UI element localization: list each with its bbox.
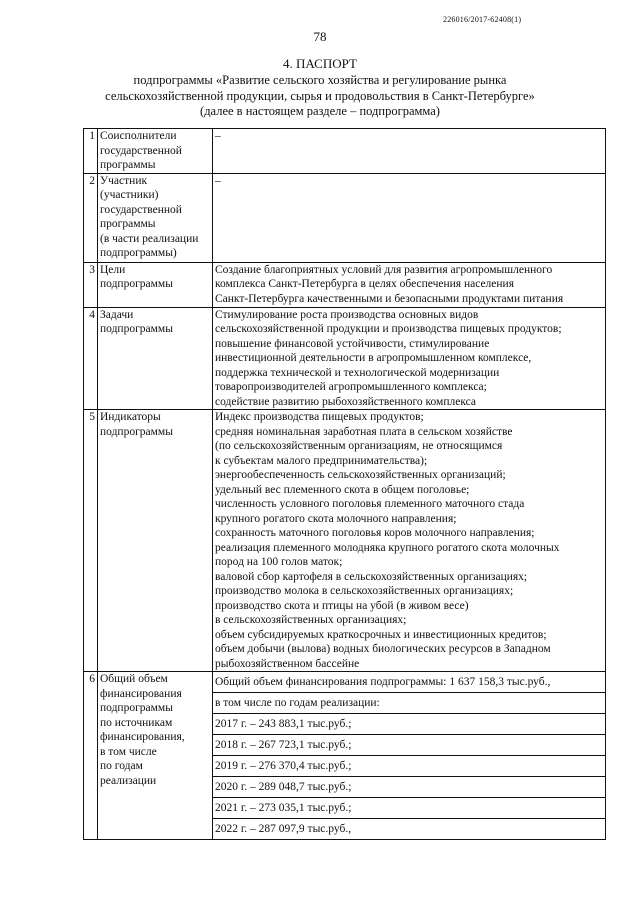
row-content xyxy=(213,262,606,307)
content-line: сельскохозяйственной продукции и производства пищевых продуктов; xyxy=(215,323,562,335)
section-title: 4. ПАСПОРТ xyxy=(283,56,357,71)
content-line: энергообеспеченность сельскохозяйственных организаций; xyxy=(215,469,506,481)
content-line: крупного рогатого скота молочного направления; xyxy=(215,512,457,525)
name-line: в том числе xyxy=(100,745,157,758)
subtitle-line: подпрограммы «Развитие сельского хозяйства и регулирование рынка xyxy=(133,73,507,87)
name-line: (участники) xyxy=(100,189,159,201)
content-line: численность условного поголовья племенного маточного стада xyxy=(215,498,525,510)
financing-year-2019: 2019 г. – 276 370,4 тыс.руб.; xyxy=(212,756,605,777)
content-line: валовой сбор картофеля в сельскохозяйственных организациях; xyxy=(215,570,528,583)
row-name xyxy=(98,307,213,410)
content-line: средняя номинальная заработная плата в сельском хозяйстве xyxy=(215,425,513,438)
content-line: объем субсидируемых краткосрочных и инвестиционных кредитов; xyxy=(215,628,547,641)
row-name xyxy=(98,262,213,307)
content-line: к субъектам малого предпринимательства); xyxy=(215,454,428,467)
financing-year-2021: 2021 г. – 273 035,1 тыс.руб.; xyxy=(212,798,605,819)
name-line: Цели xyxy=(100,263,126,276)
name-line: Участник xyxy=(100,174,148,187)
row-number: 1 xyxy=(84,129,98,174)
section-subtitle xyxy=(70,73,570,120)
name-line: подпрограммы xyxy=(100,425,173,438)
content-line: в сельскохозяйственных организациях; xyxy=(215,614,407,626)
row-name xyxy=(98,173,213,262)
financing-by-year-label: в том числе по годам реализации: xyxy=(212,693,605,714)
name-line: государственной xyxy=(100,144,182,157)
row-content xyxy=(213,173,606,262)
row-content xyxy=(213,129,606,174)
content-line: Стимулирование роста производства основных видов xyxy=(215,308,479,321)
row-number: 6 xyxy=(84,672,98,840)
name-line: Общий объем xyxy=(100,673,168,685)
content-line: (по сельскохозяйственным организациям, не относящимся xyxy=(215,440,503,452)
financing-year-2017: 2017 г. – 243 883,1 тыс.руб.; xyxy=(212,714,605,735)
content-line: пород на 100 голов маток; xyxy=(215,556,343,568)
name-line: Соисполнители xyxy=(100,130,177,142)
row-number: 5 xyxy=(84,410,98,672)
row-name xyxy=(98,129,213,174)
name-line: реализации xyxy=(100,774,157,787)
financing-list xyxy=(215,672,603,839)
passport-table xyxy=(83,128,606,840)
content-line: – xyxy=(215,174,221,187)
content-line: сохранность маточного поголовья коров молочного направления; xyxy=(215,527,535,539)
document-id: 226016/2017-62408(1) xyxy=(443,15,522,24)
content-line: инвестиционной деятельности в агропромышленном комплексе, xyxy=(215,352,532,364)
table-row xyxy=(84,173,606,262)
name-line: Задачи xyxy=(100,308,134,321)
content-line: удельный вес племенного скота в общем поголовье; xyxy=(215,483,470,496)
content-line: – xyxy=(215,130,221,142)
row-number: 4 xyxy=(84,307,98,410)
name-line: программы xyxy=(100,218,156,230)
name-line: финансирования xyxy=(100,687,182,700)
financing-year-2020: 2020 г. – 289 048,7 тыс.руб.; xyxy=(212,777,605,798)
name-line: по годам xyxy=(100,760,143,772)
name-line: Индикаторы xyxy=(100,411,161,423)
row-number: 3 xyxy=(84,262,98,307)
content-line: объем добычи (вылова) водных биологических ресурсов в Западном xyxy=(215,643,551,655)
content-line: товаропроизводителей агропромышленного комплекса; xyxy=(215,381,487,393)
row-content xyxy=(213,672,606,840)
content-line: повышение финансовой устойчивости, стимулирование xyxy=(215,337,490,350)
content-line: Создание благоприятных условий для развития агропромышленного xyxy=(215,263,553,276)
financing-year-2022: 2022 г. – 287 097,9 тыс.руб., xyxy=(215,823,352,835)
name-line: по источникам xyxy=(100,716,173,729)
table-row xyxy=(84,672,606,840)
row-content xyxy=(213,410,606,672)
content-line: рыбохозяйственном бассейне xyxy=(215,657,360,670)
content-line: реализация племенного молодняка крупного рогатого скота молочных xyxy=(215,541,560,554)
name-line: подпрограммы) xyxy=(100,247,177,259)
name-line: подпрограммы xyxy=(100,278,173,290)
name-line: (в части реализации xyxy=(100,232,199,245)
name-line: финансирования, xyxy=(100,731,185,743)
subtitle-line: (далее в настоящем разделе – подпрограмма) xyxy=(200,104,440,118)
content-line: производство молока в сельскохозяйственных организациях; xyxy=(215,585,514,597)
name-line: подпрограммы xyxy=(100,323,173,335)
content-line: производство скота и птицы на убой (в живом весе) xyxy=(215,599,469,612)
name-line: подпрограммы xyxy=(100,702,173,714)
row-number: 2 xyxy=(84,173,98,262)
table-row xyxy=(84,410,606,672)
row-content xyxy=(213,307,606,410)
table-row xyxy=(84,129,606,174)
content-line: Индекс производства пищевых продуктов; xyxy=(215,411,424,423)
row-name xyxy=(98,672,213,840)
row-name xyxy=(98,410,213,672)
financing-total: Общий объем финансирования подпрограммы: 1 637 158,3 тыс.руб., xyxy=(212,672,605,693)
table-row xyxy=(84,307,606,410)
name-line: государственной xyxy=(100,203,182,216)
page-number: 78 xyxy=(313,29,327,44)
content-line: комплекса Санкт-Петербурга в целях обеспечения населения xyxy=(215,278,514,290)
financing-year-2018: 2018 г. – 267 723,1 тыс.руб.; xyxy=(212,735,605,756)
content-line: поддержка технической и технологической модернизации xyxy=(215,366,500,379)
content-line: содействие развитию рыбохозяйственного комплекса xyxy=(215,395,476,408)
name-line: программы xyxy=(100,159,156,171)
content-line: Санкт-Петербурга качественными и безопасными продуктами питания xyxy=(215,292,564,305)
subtitle-line: сельскохозяйственной продукции, сырья и продовольствия в Санкт-Петербурге» xyxy=(105,88,535,103)
table-row xyxy=(84,262,606,307)
